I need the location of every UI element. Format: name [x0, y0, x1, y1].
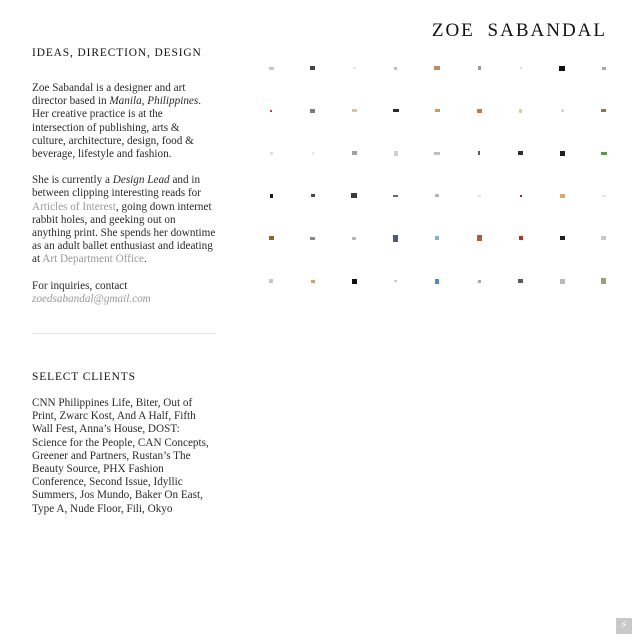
project-thumbnail[interactable] — [352, 237, 356, 240]
project-thumbnail[interactable] — [310, 66, 315, 70]
project-thumbnail[interactable] — [310, 237, 315, 240]
project-thumbnail[interactable] — [561, 109, 564, 112]
project-thumbnail[interactable] — [435, 279, 439, 284]
lightning-badge-icon[interactable]: ⚡ — [616, 618, 632, 634]
project-thumbnail[interactable] — [601, 236, 606, 240]
project-thumbnail[interactable] — [434, 152, 440, 155]
email-link[interactable]: zoedsabandal@gmail.com — [32, 292, 151, 305]
about-p2-text-d: . — [143, 253, 147, 266]
project-thumbnail[interactable] — [520, 195, 522, 197]
project-thumbnail[interactable] — [270, 194, 273, 198]
project-thumbnail[interactable] — [311, 194, 315, 197]
project-thumbnail[interactable] — [518, 151, 523, 155]
project-thumbnail[interactable] — [352, 151, 357, 155]
left-column — [32, 47, 216, 516]
art-department-office-link[interactable]: Art Department Office — [42, 253, 144, 266]
project-thumbnail[interactable] — [393, 235, 398, 242]
location-text: Manila, Philippines — [109, 95, 199, 108]
project-thumbnail[interactable] — [351, 193, 357, 198]
project-thumbnail-grid — [260, 60, 622, 290]
contact-paragraph — [32, 280, 216, 306]
about-heading: IDEAS, DIRECTION, DESIGN — [32, 47, 202, 59]
project-thumbnail[interactable] — [435, 236, 439, 240]
clients-list: CNN Philippines Life, Biter, Out of Print, Zwarc Kost, And A Half, Fifth Wall Fest, Anna’s House, DOST: Science for the People, CAN Concepts, Greener and Partners, Rustan’s The Beauty Source, PHX Fashion Conference, Second Issue, Idyllic Summers, Jos Mundo, Baker On East, Type A, Nude Floor, Fili, Okyo — [32, 397, 209, 515]
about-p1-text-b: . Her creative practice is at the intersection of publishing, arts & culture, architecture, design, food & beverage, lifestyle and fashion. — [32, 95, 202, 161]
about-p2-text-b: and in between clipping interesting reads for — [32, 174, 201, 200]
project-thumbnail[interactable] — [602, 195, 606, 197]
project-thumbnail[interactable] — [559, 66, 565, 71]
project-thumbnail[interactable] — [269, 236, 274, 240]
clients-heading: SELECT CLIENTS — [32, 371, 136, 384]
project-thumbnail[interactable] — [393, 109, 399, 112]
project-thumbnail[interactable] — [269, 67, 274, 70]
project-thumbnail[interactable] — [394, 280, 397, 282]
contact-text: For inquiries, contact — [32, 279, 128, 292]
project-thumbnail[interactable] — [352, 279, 357, 284]
project-thumbnail[interactable] — [434, 66, 440, 70]
project-thumbnail[interactable] — [312, 152, 314, 155]
project-thumbnail[interactable] — [269, 279, 273, 283]
project-thumbnail[interactable] — [560, 151, 565, 156]
project-thumbnail[interactable] — [601, 278, 606, 284]
project-thumbnail[interactable] — [519, 109, 522, 113]
project-thumbnail[interactable] — [435, 109, 440, 112]
role-text: Design Lead — [112, 174, 170, 187]
project-thumbnail[interactable] — [435, 194, 439, 197]
project-thumbnail[interactable] — [560, 236, 565, 240]
project-thumbnail[interactable] — [601, 109, 606, 112]
project-thumbnail[interactable] — [560, 279, 565, 284]
project-thumbnail[interactable] — [310, 109, 315, 113]
project-thumbnail[interactable] — [519, 236, 523, 240]
about-p2-text-c: , going down internet rabbit holes, and geeking out on anything print. She spends her downtime as an adult ballet enthusiast and ideating at — [32, 200, 216, 266]
project-thumbnail[interactable] — [352, 109, 357, 112]
about-p1-text-a: Zoe Sabandal is a designer and art director based in — [32, 82, 186, 108]
about-p2-text-a: She is currently a — [32, 174, 113, 187]
project-thumbnail[interactable] — [270, 110, 272, 112]
project-thumbnail[interactable] — [353, 67, 356, 69]
project-thumbnail[interactable] — [478, 195, 481, 197]
project-thumbnail[interactable] — [394, 151, 398, 156]
site-title[interactable]: ZOE SABANDAL — [431, 20, 607, 41]
project-thumbnail[interactable] — [601, 152, 607, 155]
project-thumbnail[interactable] — [477, 109, 482, 113]
project-thumbnail[interactable] — [270, 152, 273, 155]
project-thumbnail[interactable] — [478, 66, 481, 70]
project-thumbnail[interactable] — [311, 280, 315, 283]
project-thumbnail[interactable] — [560, 194, 565, 198]
articles-of-interest-link[interactable]: Articles of Interest — [32, 200, 116, 213]
project-thumbnail[interactable] — [518, 279, 523, 283]
project-thumbnail[interactable] — [477, 235, 482, 241]
about-paragraph-2 — [32, 174, 216, 266]
project-thumbnail[interactable] — [393, 195, 398, 197]
project-thumbnail[interactable] — [602, 67, 606, 70]
project-thumbnail[interactable] — [478, 151, 480, 155]
project-thumbnail[interactable] — [394, 67, 397, 70]
about-paragraph-1 — [32, 82, 216, 161]
project-thumbnail[interactable] — [520, 67, 522, 69]
project-thumbnail[interactable] — [478, 280, 481, 283]
